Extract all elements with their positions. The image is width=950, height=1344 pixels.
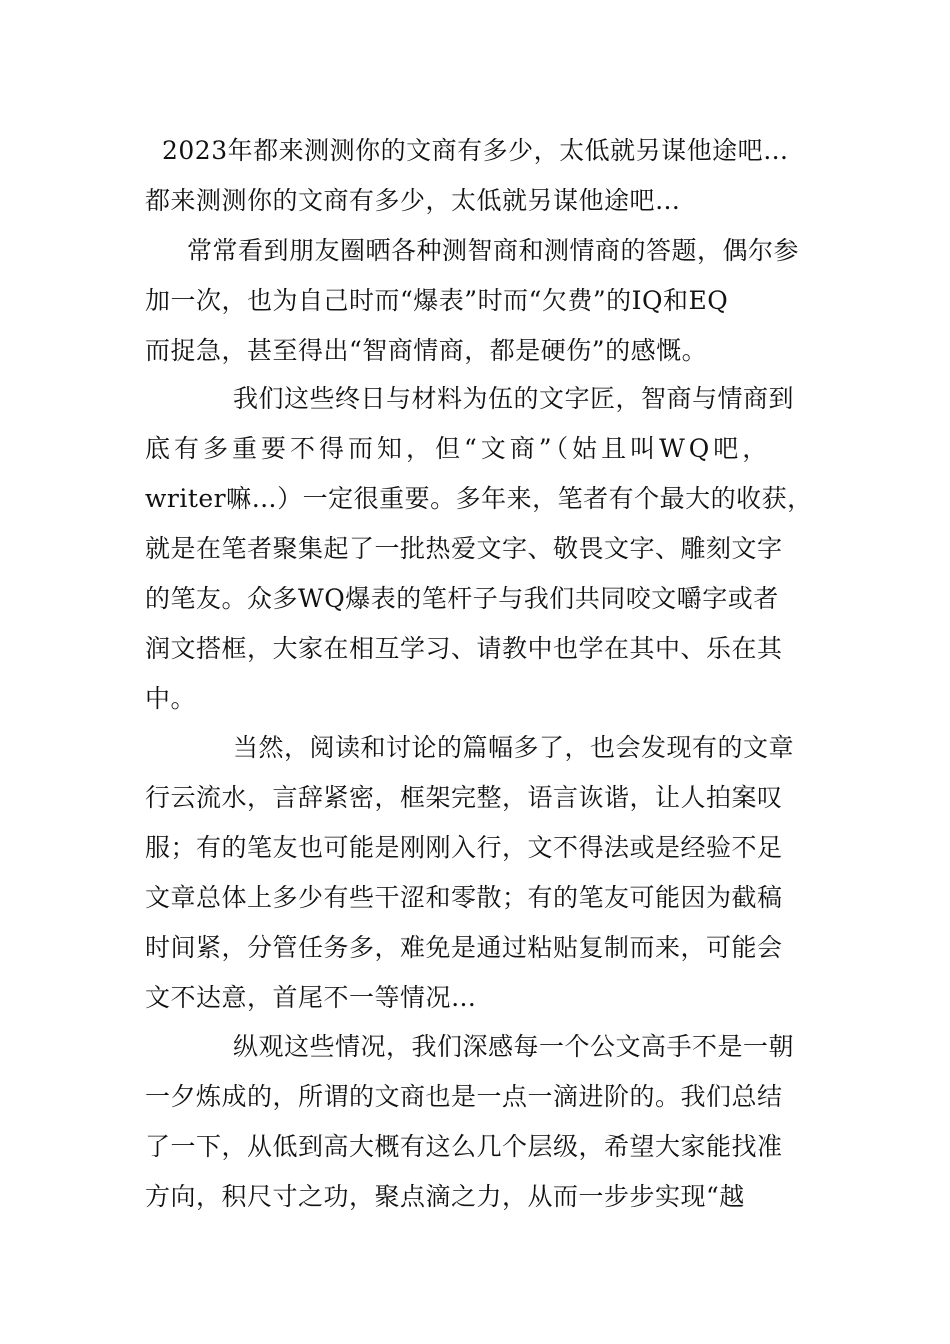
paragraph-1-line-1: 都来测测你的文商有多少，太低就另谋他途吧…: [145, 186, 681, 215]
paragraph-5-line-3: 了一下，从低到高大概有这么几个层级，希望大家能找准: [145, 1132, 783, 1161]
paragraph-5-line-2: 一夕炼成的，所谓的文商也是一点一滴进阶的。我们总结: [145, 1082, 783, 1111]
paragraph-3-line-5: 的笔友。众多WQ爆表的笔杆子与我们共同咬文嚼字或者: [145, 584, 779, 613]
paragraph-3-line-7: 中。: [145, 684, 197, 713]
paragraph-4-line-1: 当然，阅读和讨论的篇幅多了，也会发现有的文章: [233, 733, 795, 762]
paragraph-3-line-6: 润文搭框，大家在相互学习、请教中也学在其中、乐在其: [145, 634, 783, 663]
paragraph-2-line-3: 而捉急，甚至得出“智商情商，都是硬伤”的感慨。: [145, 336, 708, 365]
paragraph-5-line-1: 纵观这些情况，我们深感每一个公文高手不是一朝: [233, 1032, 795, 1061]
paragraph-4-line-4: 文章总体上多少有些干涩和零散；有的笔友可能因为截稿: [145, 883, 783, 912]
paragraph-4-line-3: 服；有的笔友也可能是刚刚入行，文不得法或是经验不足: [145, 833, 783, 862]
paragraph-3-line-2: 底有多重要不得而知，但“文商”（姑且叫WQ吧，: [145, 434, 772, 463]
paragraph-5-line-4: 方向，积尺寸之功，聚点滴之力，从而一步步实现“越: [145, 1182, 745, 1211]
paragraph-2-line-1: 常常看到朋友圈晒各种测智商和测情商的答题，偶尔参: [187, 236, 800, 265]
paragraph-2-line-2: 加一次，也为自己时而“爆表”时而“欠费”的IQ和EQ: [145, 286, 729, 315]
paragraph-4-line-2: 行云流水，言辞紧密，框架完整，语言诙谐，让人拍案叹: [145, 783, 783, 812]
paragraph-4-line-6: 文不达意，首尾不一等情况…: [145, 983, 477, 1012]
paragraph-3-line-3: writer嘛…）一定很重要。多年来，笔者有个最大的收获，: [145, 484, 813, 513]
paragraph-4-line-5: 时间紧，分管任务多，难免是通过粘贴复制而来，可能会: [145, 933, 783, 962]
paragraph-3-line-1: 我们这些终日与材料为伍的文字匠，智商与情商到: [233, 384, 795, 413]
title-line: 2023年都来测测你的文商有多少，太低就另谋他途吧…: [162, 136, 789, 165]
paragraph-3-line-4: 就是在笔者聚集起了一批热爱文字、敬畏文字、雕刻文字: [145, 534, 783, 563]
